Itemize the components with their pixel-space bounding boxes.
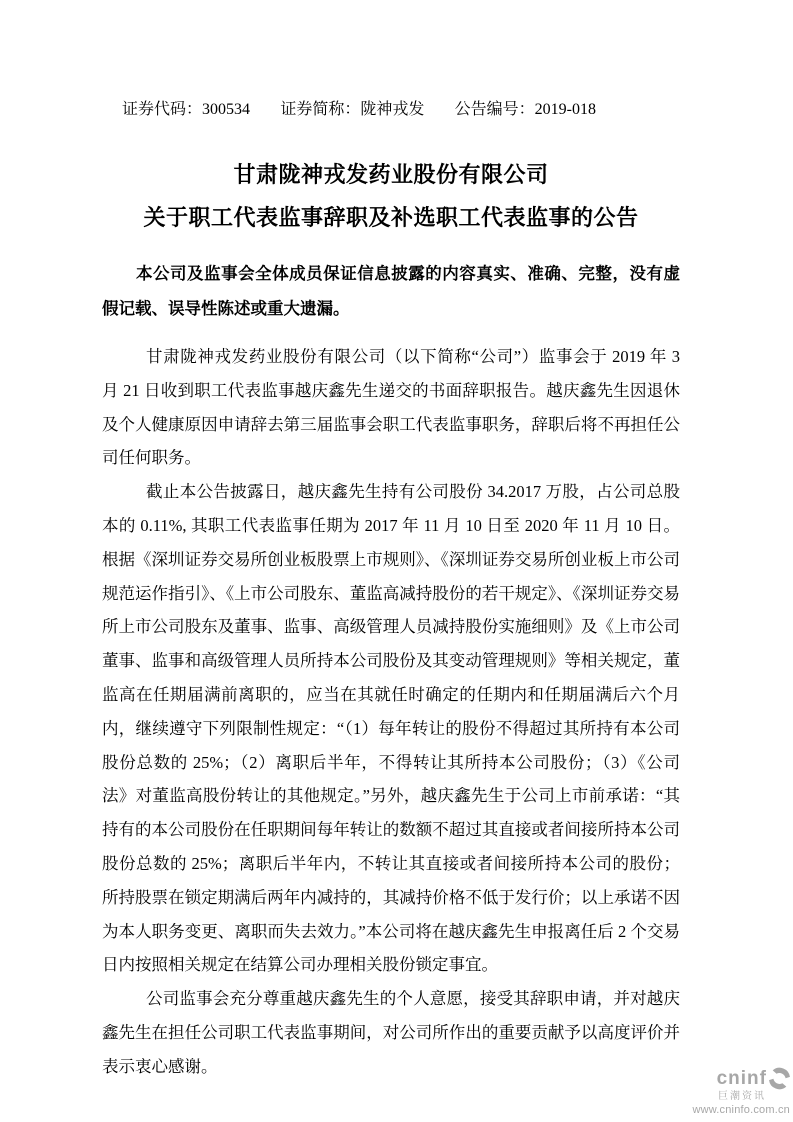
securities-code-label: 证券代码： [122,101,203,118]
securities-name-label: 证券简称： [280,101,361,118]
securities-name-value: 陇神戎发 [360,101,425,118]
document-title [102,153,680,239]
securities-header [122,100,596,120]
announcement-number [455,100,596,120]
announcement-number-label: 公告编号： [454,101,535,118]
cninfo-brand-row [681,1067,791,1090]
cninfo-swirl-icon [768,1067,791,1090]
company-name-title: 甘肃陇神戎发药业股份有限公司 [233,162,549,187]
announcement-body [102,340,680,1084]
cninfo-chinese-name: 巨潮资讯 [718,1091,766,1102]
securities-code-value: 300534 [202,101,251,118]
securities-code [122,100,250,120]
page-content [102,0,680,1084]
securities-name [280,100,424,120]
body-paragraph: 截止本公告披露日，越庆鑫先生持有公司股份 34.2017 万股，占公司总股本的 0.11%, 其职工代表监事任期为 2017 年 11 月 10 日至 2020 年 11 月 10 日。 根据《深圳证券交易所创业板股票上市规则》、《深圳证券交易所创业板上市公司规范运作指引》、《上市公司股东、董监高减持股份的若干规定》、《深圳证券交易所上市公司股东及董事、监事、高级管理人员减持股份实施细则》及《上市公司董事、监事和高级管理人员所持本公司股份及其变动管理规则》等相关规定，董监高在任期届满前离职的，应当在其就任时确定的任期内和任期届满后六个月内，继续遵守下列限制性规定：“（1）每年转让的股份不得超过其所持有本公司股份总数的 25%；（2）离职后半年，不得转让其所持本公司股份；（3）《公司法》对董监高股份转让的其他规定。”另外，越庆鑫先生于公司上市前承诺：“其持有的本公司股份在任职期间每年转让的数额不超过其直接或者间接所持本公司股份总数的 25%；离职后半年内，不转让其直接或者间接所持本公司的股份；所持股票在锁定期满后两年内减持的，其减持价格不低于发行价；以上承诺不因为本人职务变更、离职而失去效力。”本公司将在越庆鑫先生申报离任后 2 个交易日内按照相关规定在结算公司办理相关股份锁定事宜。 [102,482,680,975]
announcement-subject-title: 关于职工代表监事辞职及补选职工代表监事的公告 [143,205,639,230]
cninfo-watermark [681,1067,791,1116]
disclaimer-statement: 本公司及监事会全体成员保证信息披露的内容真实、准确、完整，没有虚假记载、误导性陈述或重大遗漏。 [102,264,680,318]
body-paragraph: 公司监事会充分尊重越庆鑫先生的个人意愿，接受其辞职申请，并对越庆鑫先生在担任公司职工代表监事期间，对公司所作出的重要贡献予以高度评价并表示衷心感谢。 [102,989,680,1076]
body-paragraph: 甘肃陇神戎发药业股份有限公司（以下简称“公司”）监事会于 2019 年 3 月 21 日收到职工代表监事越庆鑫先生递交的书面辞职报告。越庆鑫先生因退休及个人健康原因申请辞去第三届监事会职工代表监事职务，辞职后将不再担任公司任何职务。 [102,347,680,468]
cninfo-brand-text: cninf [716,1068,767,1089]
announcement-number-value: 2019-018 [534,101,596,118]
cninfo-website-text: www.cninfo.com.cn [692,1104,790,1116]
